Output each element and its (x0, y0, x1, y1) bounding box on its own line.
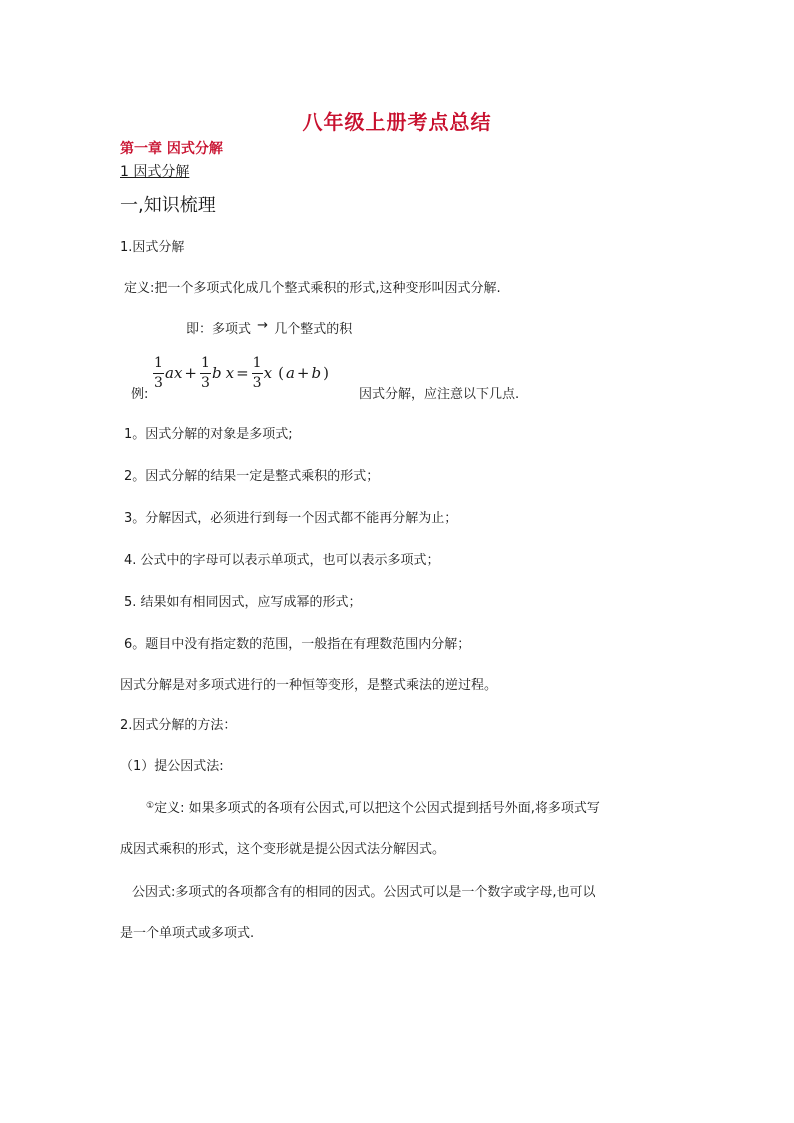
fraction-denominator: 3 (252, 374, 262, 391)
definition-text: 定义:把一个多项式化成几个整式乘积的形式,这种变形叫因式分解. (124, 281, 501, 296)
ji-prefix: 即：多项式 (186, 322, 252, 337)
fraction-numerator: 1 (252, 354, 262, 371)
knowledge-heading: 一,知识梳理 (120, 195, 216, 216)
method-extract-common-factor: （1）提公因式法: (120, 759, 224, 774)
formula-term: x (263, 364, 273, 382)
fraction (200, 355, 211, 392)
definition2-line1 (146, 797, 600, 816)
point-item: 6。题目中没有指定数的范围，一般指在有理数范围内分解； (124, 637, 471, 652)
definition2-text: 定义: 如果多项式的各项有公因式,可以把这个公因式提到括号外面,将多项式写 (154, 801, 600, 816)
circled-one-icon: ① (146, 801, 155, 811)
point-item: 5. 结果如有相同因式，应写成幂的形式； (124, 595, 362, 610)
example-formula (152, 350, 331, 396)
subheading-methods: 2.因式分解的方法： (120, 718, 237, 733)
formula-operator: + (184, 364, 197, 382)
fraction-bar (153, 373, 164, 374)
fraction (252, 355, 263, 392)
subheading-factorization: 1.因式分解 (120, 240, 185, 255)
fraction (153, 355, 164, 392)
chapter-heading: 第一章 因式分解 (120, 141, 223, 157)
summary-text: 因式分解是对多项式进行的一种恒等变形，是整式乘法的逆过程。 (120, 678, 498, 693)
example-label: 例: (131, 387, 149, 402)
fraction-bar (252, 373, 263, 374)
formula-term: x (225, 364, 235, 382)
fraction-bar (200, 373, 211, 374)
arrow-icon: → (257, 318, 269, 333)
fraction-numerator: 1 (201, 354, 210, 371)
formula-term: b (311, 364, 322, 382)
formula-term: b (211, 364, 222, 382)
example-tail: 因式分解，应注意以下几点. (359, 387, 520, 402)
point-item: 2。因式分解的结果一定是整式乘积的形式； (124, 469, 380, 484)
point-item: 3。分解因式，必须进行到每一个因式都不能再分解为止； (124, 511, 458, 526)
fraction-denominator: 3 (154, 374, 163, 391)
fraction-denominator: 3 (201, 374, 210, 391)
formula-operator: = (236, 364, 249, 382)
definition2-line2: 成因式乘积的形式，这个变形就是提公因式法分解因式。 (120, 842, 446, 857)
formula-operator: + (296, 364, 310, 382)
document-title: 八年级上册考点总结 (302, 110, 492, 134)
formula-term: ax (165, 364, 183, 382)
point-item: 1。因式分解的对象是多项式; (124, 427, 293, 442)
ji-line (186, 318, 352, 337)
formula-term: a (285, 364, 295, 382)
common-factor-line2: 是一个单项式或多项式. (120, 926, 255, 941)
ji-suffix: 几个整式的积 (274, 322, 353, 337)
fraction-numerator: 1 (154, 354, 163, 371)
point-item: 4. 公式中的字母可以表示单项式，也可以表示多项式； (124, 553, 440, 568)
section-heading: 1 因式分解 (120, 164, 190, 180)
formula-paren: ) (323, 364, 329, 382)
formula-paren: ( (278, 364, 284, 382)
common-factor-line1: 公因式:多项式的各项都含有的相同的因式。公因式可以是一个数字或字母,也可以 (132, 885, 596, 900)
